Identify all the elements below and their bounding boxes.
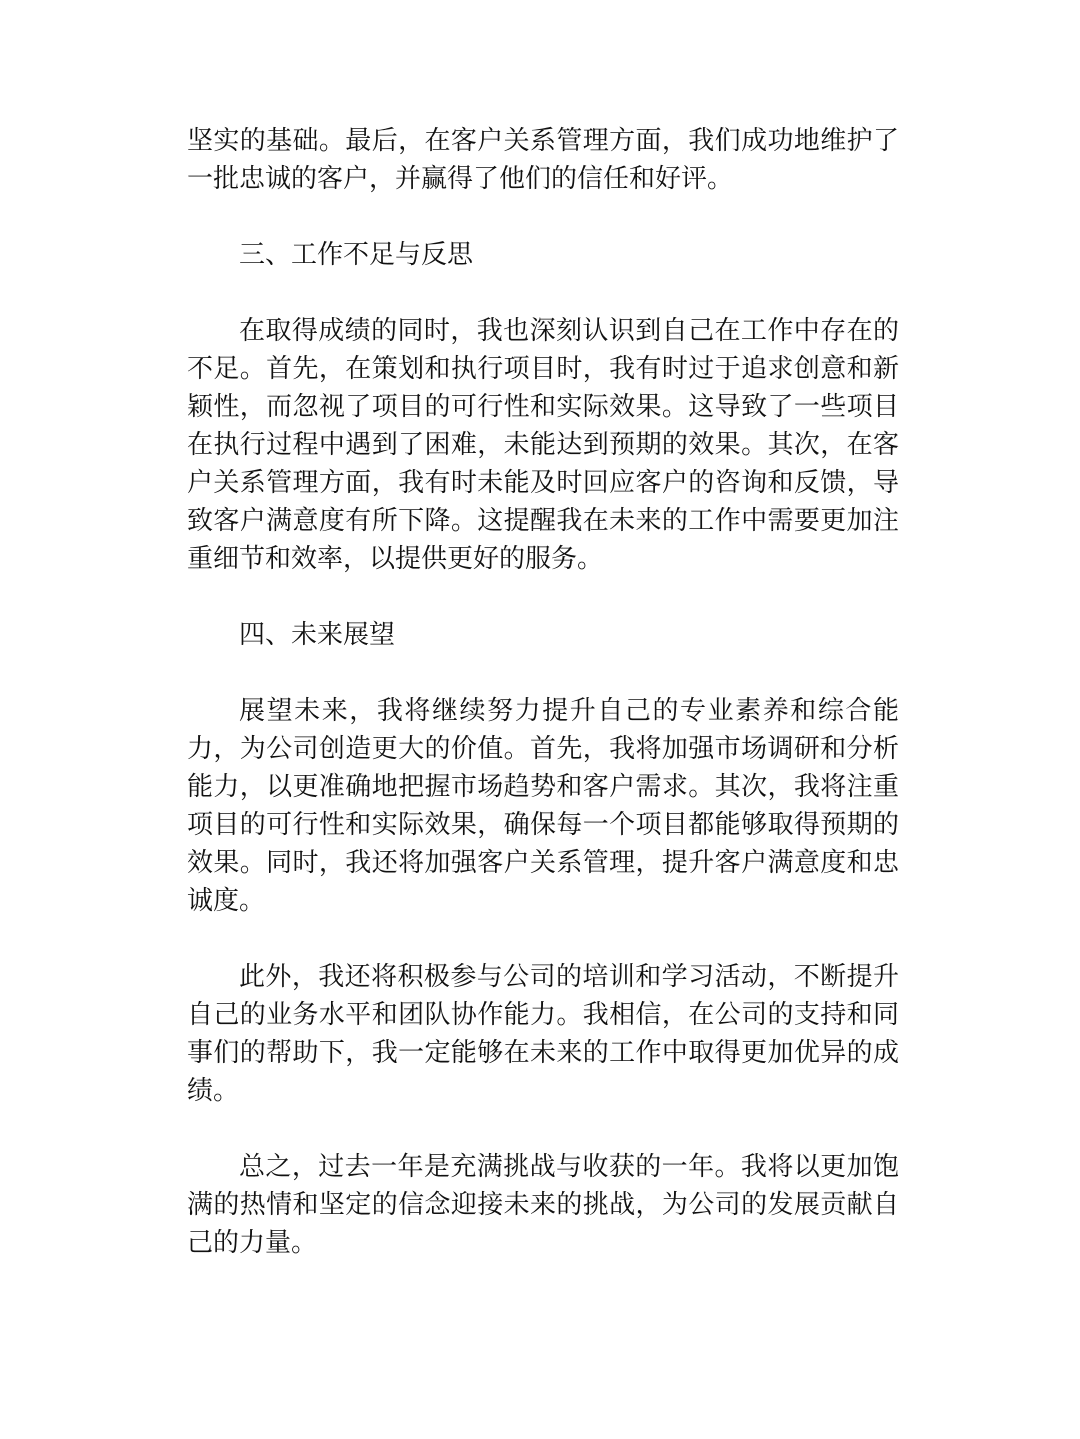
paragraph-shortcomings: 在取得成绩的同时，我也深刻认识到自己在工作中存在的不足。首先，在策划和执行项目时，我有时过于追求创意和新颖性，而忽视了项目的可行性和实际效果。这导致了一些项目在执行过程中遇到了困难，未能达到预期的效果。其次，在客户关系管理方面，我有时未能及时回应客户的咨询和反馈，导致客户满意度有所下降。这提醒我在未来的工作中需要更加注重细节和效率，以提供更好的服务。 [187, 316, 899, 574]
document-page [187, 122, 899, 1300]
paragraph-continuation: 坚实的基础。最后，在客户关系管理方面，我们成功地维护了一批忠诚的客户，并赢得了他们的信任和好评。 [187, 126, 899, 194]
paragraph-training: 此外，我还将积极参与公司的培训和学习活动，不断提升自己的业务水平和团队协作能力。我相信，在公司的支持和同事们的帮助下，我一定能够在未来的工作中取得更加优异的成绩。 [187, 962, 899, 1106]
paragraph-outlook: 展望未来，我将继续努力提升自己的专业素养和综合能力，为公司创造更大的价值。首先，我将加强市场调研和分析能力，以更准确地把握市场趋势和客户需求。其次，我将注重项目的可行性和实际效果，确保每一个项目都能够取得预期的效果。同时，我还将加强客户关系管理，提升客户满意度和忠诚度。 [187, 696, 899, 916]
section-heading-outlook: 四、未来展望 [239, 620, 396, 650]
paragraph-conclusion: 总之，过去一年是充满挑战与收获的一年。我将以更加饱满的热情和坚定的信念迎接未来的挑战，为公司的发展贡献自己的力量。 [187, 1152, 899, 1258]
section-heading-shortcomings: 三、工作不足与反思 [239, 240, 474, 270]
